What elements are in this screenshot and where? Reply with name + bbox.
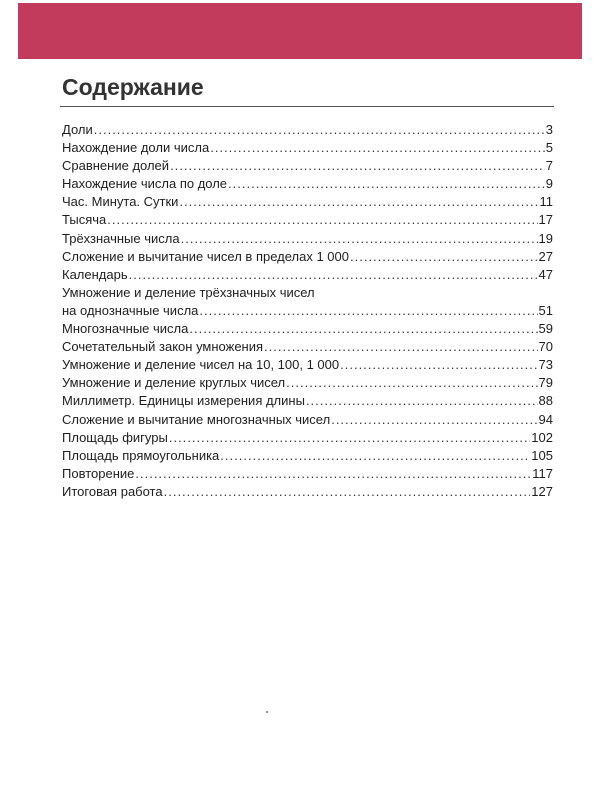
toc-entry-page: 105 [531, 447, 553, 463]
toc-entry[interactable] [62, 483, 553, 501]
dot-leader [181, 230, 538, 248]
title-divider [60, 106, 554, 107]
dot-leader [189, 320, 537, 338]
toc-entry-label: Итоговая работа [62, 483, 163, 499]
dot-leader [210, 139, 545, 157]
toc-entry-label: Доли [62, 122, 93, 137]
toc-entry[interactable] [62, 447, 553, 465]
dot-leader [179, 193, 538, 211]
toc-entry[interactable] [62, 392, 553, 410]
toc-entry[interactable] [62, 465, 553, 483]
dot-leader [286, 374, 537, 392]
toc-entry-label: Умножение и деление чисел на 10, 100, 1 000 [62, 357, 340, 373]
toc-entry-page: 79 [538, 375, 553, 391]
dot-leader [220, 447, 530, 465]
toc-entry-page: 127 [531, 483, 553, 499]
toc-entry-page: 73 [538, 357, 553, 373]
toc-entry-page: 5 [545, 140, 553, 156]
dot-leader [306, 392, 538, 410]
toc-entry-label: Сложение и вычитание многозначных чисел [62, 411, 331, 427]
dot-leader [164, 483, 531, 501]
toc-entry-label: Площадь прямоугольника [62, 447, 220, 463]
dot-leader [228, 175, 545, 193]
dot-leader [350, 248, 538, 266]
toc-entry-label: Сложение и вычитание чисел в пределах 1 000 [62, 248, 349, 264]
toc-entry-label-line1[interactable]: Умножение и деление трёхзначных чисел [62, 284, 315, 300]
table-of-contents [62, 121, 553, 501]
toc-entry-page: 3 [545, 122, 553, 137]
toc-entry-page: 7 [545, 158, 553, 174]
dot-leader [170, 157, 545, 175]
dot-leader [94, 121, 545, 139]
dot-leader [264, 338, 538, 356]
toc-entry-label: Календарь [62, 266, 128, 282]
toc-entry-page: 88 [538, 393, 553, 409]
toc-entry-page: 11 [539, 194, 553, 210]
toc-entry[interactable] [62, 193, 553, 211]
page-title: Содержание [62, 74, 204, 100]
toc-entry-label: Час. Минута. Сутки [62, 194, 179, 210]
header-band [18, 3, 582, 59]
toc-entry[interactable] [62, 211, 553, 229]
toc-entry-page: 17 [538, 212, 553, 228]
toc-entry-label: Миллиметр. Единицы измерения длины [62, 393, 305, 409]
toc-entry-page: 27 [538, 248, 553, 264]
toc-entry-label: Площадь фигуры [62, 429, 168, 445]
toc-entry-page: 117 [532, 465, 553, 481]
dot-leader [129, 266, 538, 284]
toc-entry[interactable] [62, 266, 553, 284]
toc-entry[interactable] [62, 429, 553, 447]
toc-entry-label: Тысяча [62, 212, 107, 228]
toc-entry-page: 59 [538, 321, 553, 337]
toc-entry-page: 19 [538, 230, 553, 246]
toc-entry-label: Повторение [62, 465, 135, 481]
toc-entry[interactable] [62, 230, 553, 248]
toc-entry-label: на однозначные числа [62, 302, 199, 318]
toc-entry[interactable] [62, 356, 553, 374]
toc-entry[interactable] [62, 248, 553, 266]
toc-entry[interactable] [62, 320, 553, 338]
toc-entry-label: Сравнение долей [62, 158, 170, 174]
toc-entry-page: 94 [538, 411, 553, 427]
toc-entry-page: 102 [531, 429, 553, 445]
toc-entry[interactable] [62, 139, 553, 157]
toc-entry-label: Сочетательный закон умножения [62, 339, 264, 355]
print-speck [266, 711, 268, 713]
toc-entry-page: 51 [538, 302, 553, 318]
dot-leader [331, 411, 537, 429]
toc-entry-page: 47 [538, 266, 553, 282]
toc-entry[interactable] [62, 338, 553, 356]
dot-leader [169, 429, 530, 447]
toc-entry-label: Нахождение доли числа [62, 140, 210, 156]
dot-leader [340, 356, 537, 374]
toc-entry-page: 70 [538, 339, 553, 355]
dot-leader [199, 302, 537, 320]
toc-entry[interactable] [62, 175, 553, 193]
toc-entry-label: Нахождение числа по доле [62, 176, 228, 192]
dot-leader [107, 211, 537, 229]
toc-entry[interactable] [62, 411, 553, 429]
toc-entry-label: Умножение и деление круглых чисел [62, 375, 286, 391]
toc-entry[interactable] [62, 302, 553, 320]
toc-entry[interactable] [62, 157, 553, 175]
toc-entry-label: Трёхзначные числа [62, 230, 180, 246]
toc-entry-label: Многозначные числа [62, 321, 189, 337]
toc-entry-page: 9 [545, 176, 553, 192]
toc-entry[interactable] [62, 121, 553, 139]
dot-leader [135, 465, 531, 483]
toc-entry[interactable] [62, 374, 553, 392]
